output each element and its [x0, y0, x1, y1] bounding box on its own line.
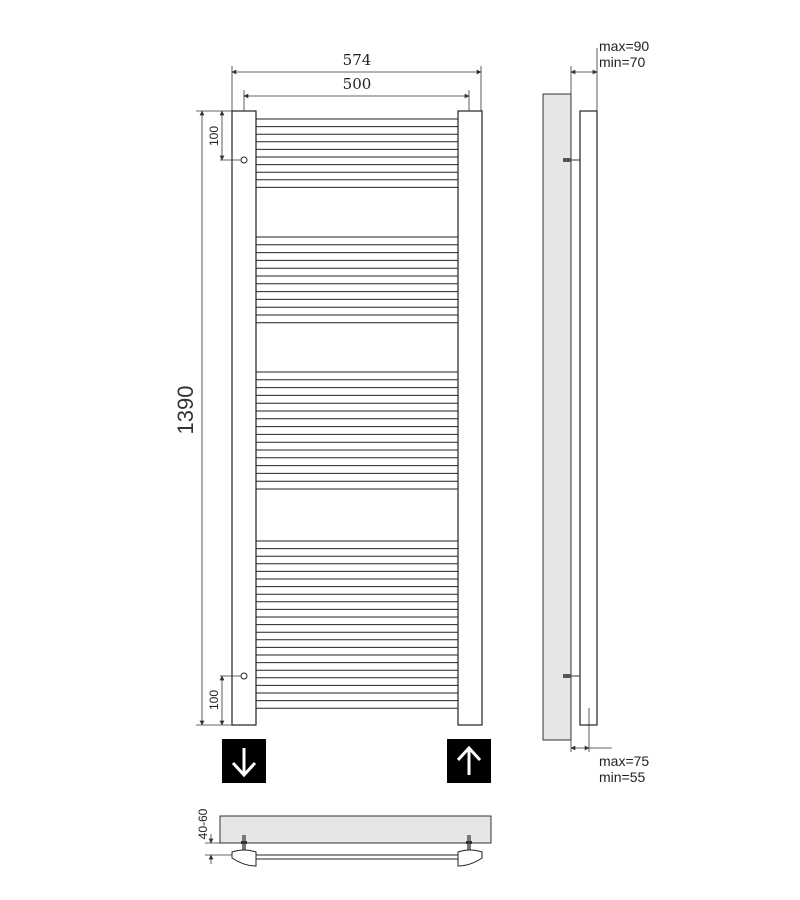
outlet-arrow-box [447, 739, 491, 783]
top-bracket-label: 100 [207, 125, 221, 147]
horizontal-tubes [256, 119, 458, 708]
front-view [173, 51, 482, 725]
top-view [196, 808, 491, 866]
left-vertical-rail [232, 111, 256, 725]
side-rail [580, 111, 597, 725]
top-view-wall [220, 816, 491, 843]
height-label: 1390 [173, 385, 198, 435]
top-depth-dimension [571, 38, 649, 111]
pipe-spacing-dimension [244, 75, 469, 124]
top-view-radiator-profile [232, 850, 482, 866]
height-dimension [173, 111, 232, 725]
bottom-bracket-label: 100 [207, 689, 221, 711]
pipe-spacing-label: 500 [342, 75, 372, 93]
top-bracket-dimension [207, 111, 222, 160]
top-depth-max: max=90 [599, 38, 650, 54]
bottom-depth-min: min=55 [599, 769, 646, 785]
inlet-arrow-box [222, 739, 266, 783]
wall-offset-label: 40-60 [196, 808, 210, 840]
side-view [543, 38, 649, 785]
right-vertical-rail [458, 111, 482, 725]
bottom-bracket-dimension [207, 676, 222, 725]
wall-section [543, 94, 571, 740]
overall-width-label: 574 [342, 51, 372, 69]
bottom-depth-max: max=75 [599, 753, 650, 769]
top-depth-min: min=70 [599, 54, 646, 70]
